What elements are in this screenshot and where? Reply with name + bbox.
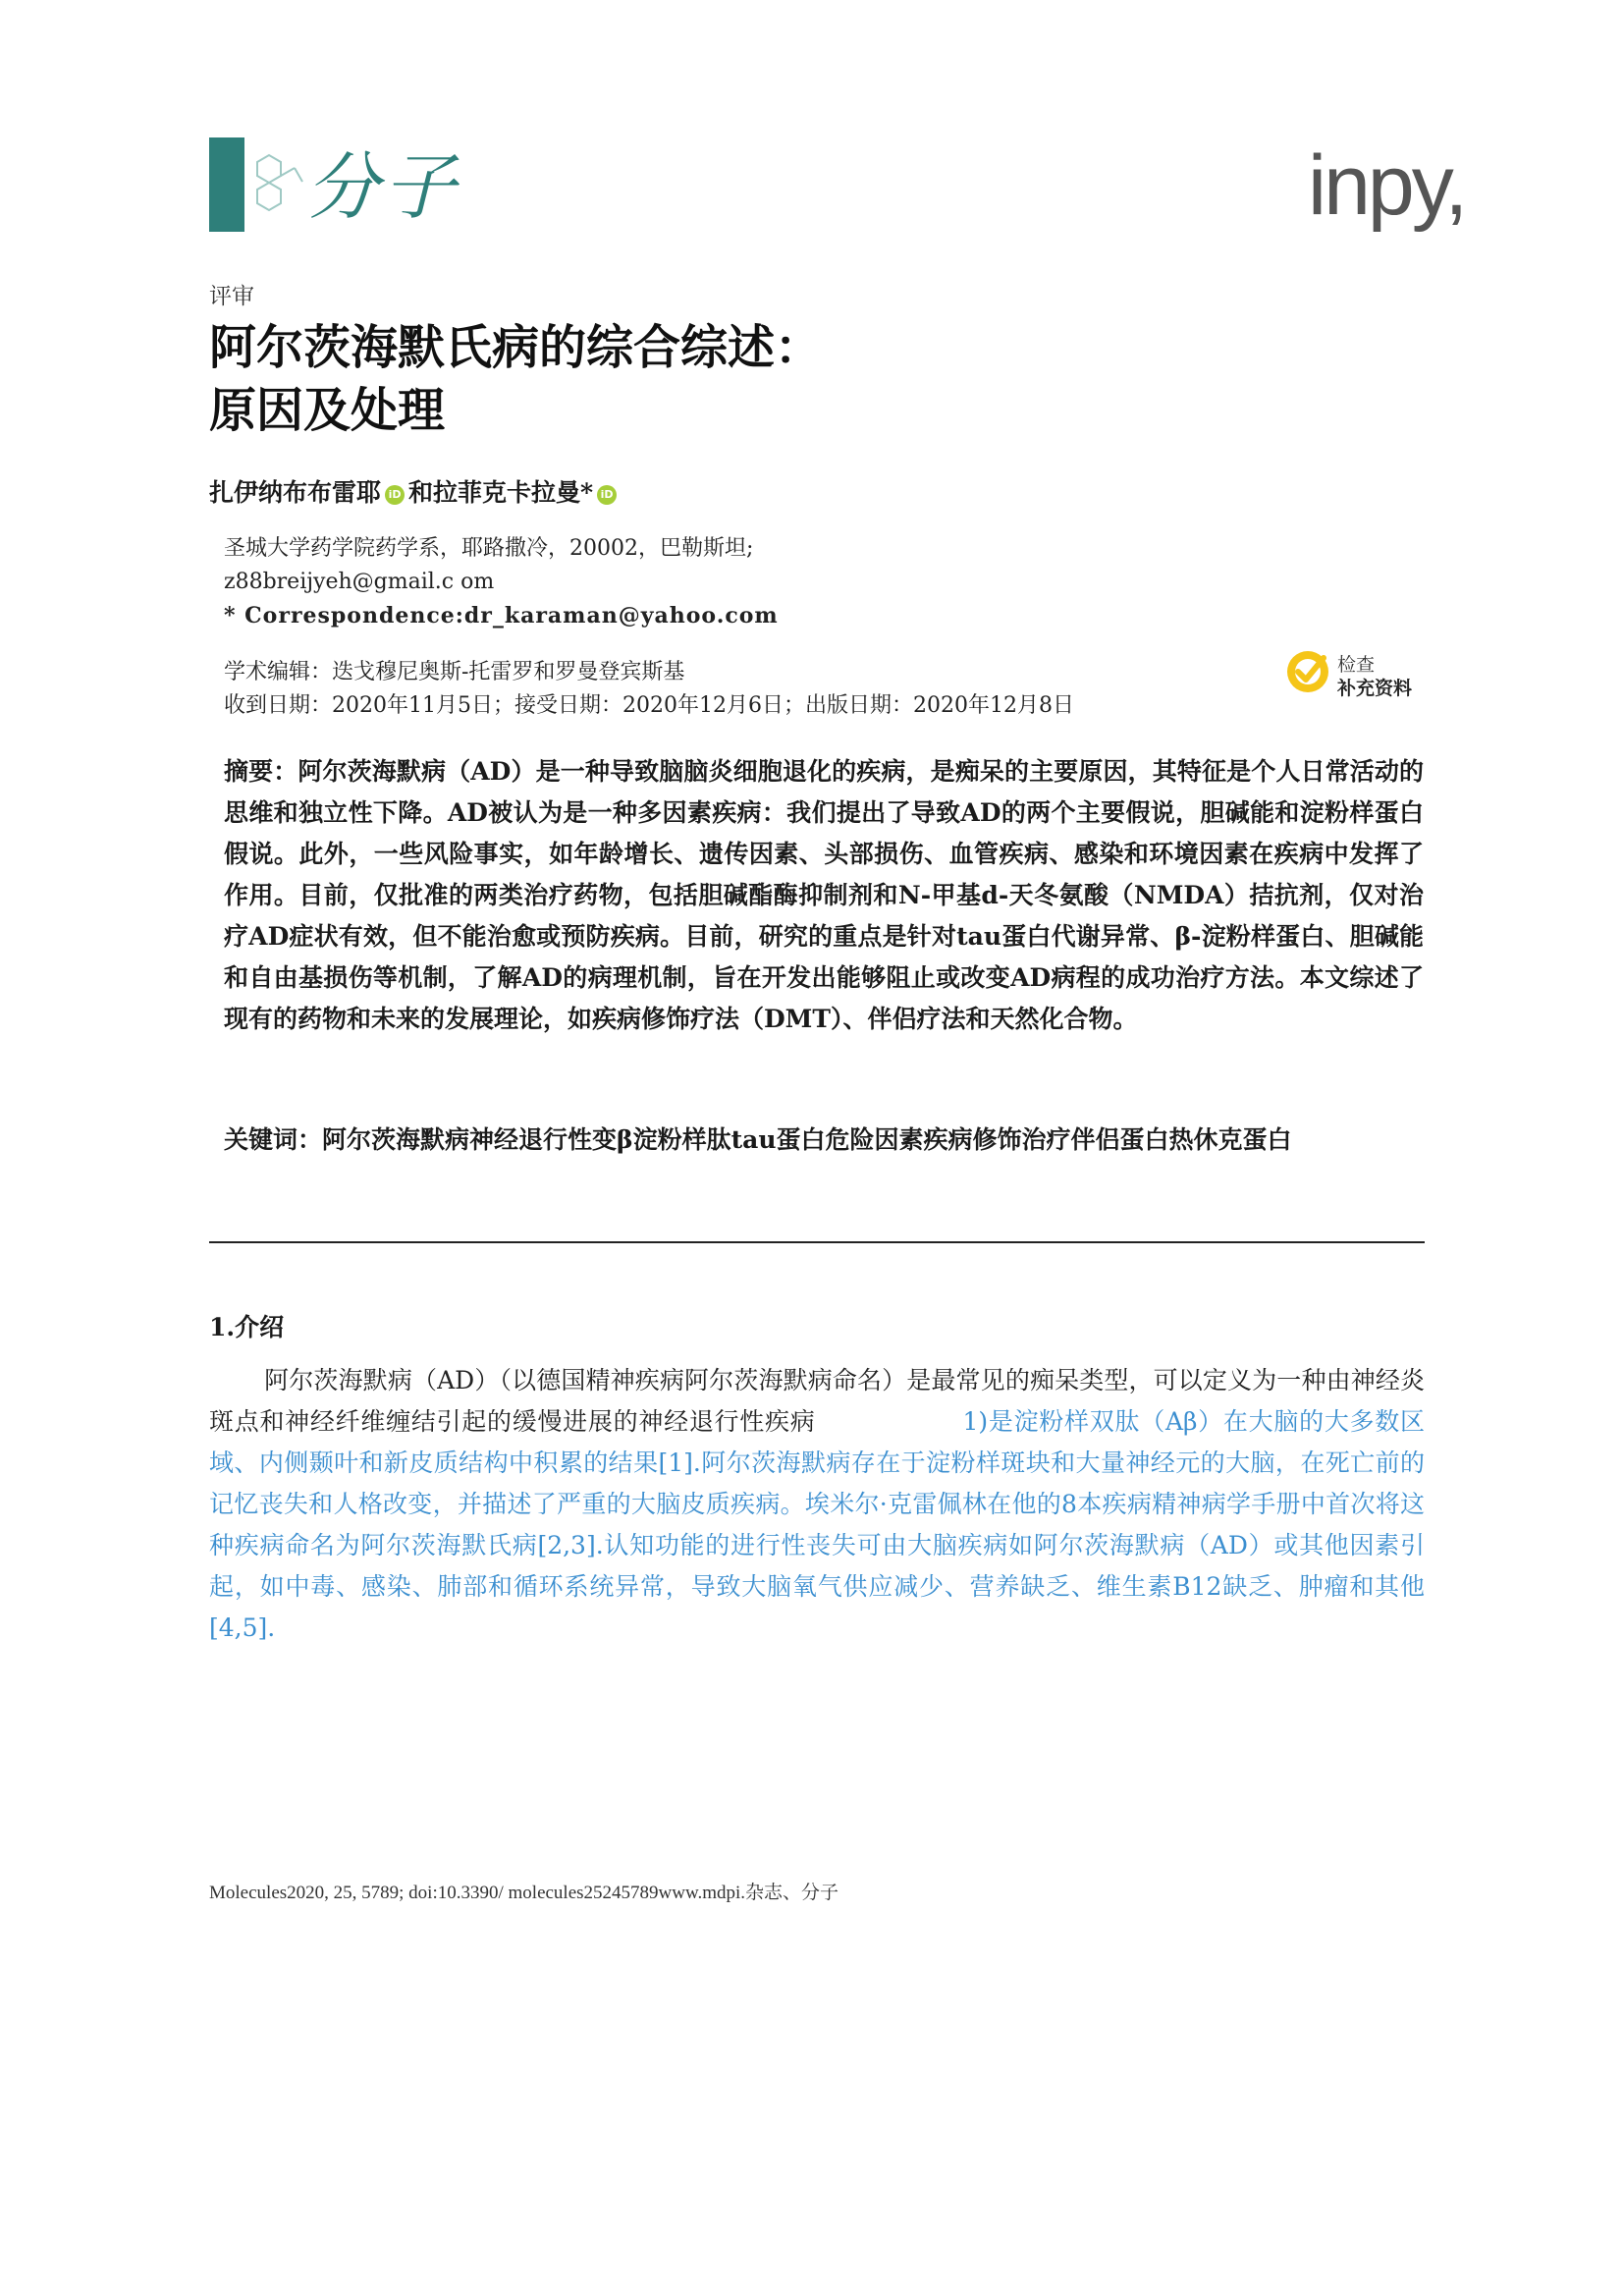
intro-text-linked: 1)是淀粉样双肽（Aβ）在大脑的大多数区域、内侧颞叶和新皮质结构中积累的结果[1].阿尔茨海默病存在于淀粉样斑块和大量神经元的大脑，在死亡前的记忆丧失和人格改变，并描述了严重的大脑皮质疾病。埃米尔·克雷佩林在他的8本疾病精神病学手册中首次将这种疾病命名为阿尔茨海默氏病[2,3].认知功能的进行性丧失可由大脑疾病如阿尔茨海默病（AD）或其他因素引起，如中毒、感染、肺部和循环系统异常，导致大脑氧气供应减少、营养缺乏、维生素B12缺乏、肿瘤和其他[4,5]. <box>209 1407 1425 1642</box>
affiliation-block <box>224 532 779 632</box>
check-circle-icon <box>1284 648 1331 695</box>
section-divider <box>209 1241 1425 1243</box>
journal-name: 分子 <box>306 145 460 230</box>
academic-editor: 学术编辑：迭戈穆尼奥斯-托雷罗和罗曼登宾斯基 <box>224 660 685 684</box>
author-2: 和拉菲克卡拉曼* <box>408 478 594 507</box>
page-footer: Molecules2020, 25, 5789; doi:10.3390/ molecules25245789www.mdpi.杂志、分子 <box>209 1883 839 1903</box>
author-list <box>209 473 621 509</box>
molecule-logo-icon <box>247 142 306 221</box>
author-1: 扎伊纳布布雷耶 <box>209 478 382 507</box>
affiliation-address: 圣城大学药学院药学系，耶路撒冷，20002，巴勒斯坦; <box>224 536 754 561</box>
check-updates-badge[interactable] <box>1284 648 1432 703</box>
publisher-logo: inpy, <box>1308 138 1466 233</box>
correspondence-email[interactable]: * Correspondence:dr_karaman@yahoo.com <box>224 603 779 629</box>
journal-logo-bar <box>209 137 244 232</box>
orcid-icon[interactable]: iD <box>385 485 405 505</box>
section-heading: 1.介绍 <box>209 1313 285 1341</box>
abstract: 摘要：阿尔茨海默病（AD）是一种导致脑脑炎细胞退化的疾病，是痴呆的主要原因，其特征是个人日常活动的思维和独立性下降。AD被认为是一种多因素疾病：我们提出了导致AD的两个主要假说，胆碱能和淀粉样蛋白假说。此外，一些风险事实，如年龄增长、遗传因素、头部损伤、血管疾病、感染和环境因素在疾病中发挥了作用。目前，仅批准的两类治疗药物，包括胆碱酯酶抑制剂和N-甲基d-天冬氨酸（NMDA）拮抗剂，仅对治疗AD症状有效，但不能治愈或预防疾病。目前，研究的重点是针对tau蛋白代谢异常、β-淀粉样蛋白、胆碱能和自由基损伤等机制，了解AD的病理机制，旨在开发出能够阻止或改变AD病程的成功治疗方法。本文综述了现有的药物和未来的发展理论，如疾病修饰疗法（DMT）、伴侣疗法和天然化合物。 <box>224 757 1424 1033</box>
author-email[interactable]: z88breijyeh@gmail.c om <box>224 570 495 594</box>
article-title <box>209 316 822 442</box>
article-type: 评审 <box>209 284 254 309</box>
title-line-1: 阿尔茨海默氏病的综合综述： <box>209 320 823 375</box>
check-label: 检查 <box>1337 654 1376 676</box>
introduction-paragraph <box>209 1360 1425 1649</box>
keywords: 关键词：阿尔茨海默病神经退行性变β淀粉样肽tau蛋白危险因素疾病修饰治疗伴侣蛋白热休克蛋白 <box>224 1125 1292 1154</box>
editor-info <box>224 656 1074 723</box>
publication-dates: 收到日期：2020年11月5日；接受日期：2020年12月6日；出版日期：2020年12月8日 <box>224 693 1074 718</box>
supplementary-label: 补充资料 <box>1337 678 1413 699</box>
intro-text: 阿尔茨海默病（AD）（以德国精神疾病阿尔茨海默病命名）是最常见的痴呆类型，可以定义为一种由神经炎斑点和神经纤维缠结引起的缓慢进展的神经退行性疾病 <box>209 1366 1425 1436</box>
orcid-icon[interactable]: iD <box>597 485 617 505</box>
title-line-2: 原因及处理 <box>209 383 446 438</box>
